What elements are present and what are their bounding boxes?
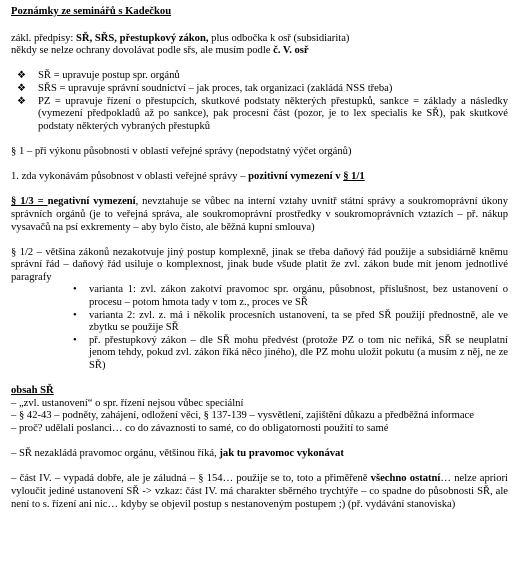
obsah-line-1: – „zvl. ustanovení“ o spr. řízení nejsou vůbec speciální xyxy=(11,397,244,409)
dot-bullet-icon: • xyxy=(73,284,77,296)
variant-list xyxy=(11,284,508,372)
section-2-bold: pozitivní vymezení v xyxy=(248,171,344,183)
list-item-text: varianta 2: zvl. z. má i několik procesních ustanovení, ta se před SŘ použijí přednostně, ale ve zbytku se použije SŘ xyxy=(89,309,508,334)
intro-bold-osr: č. V. osř xyxy=(273,45,309,57)
intro-line-1 xyxy=(11,33,508,46)
list-item-text: varianta 1: zvl. zákon zakotví pravomoc spr. orgánu, působnost, příslušnost, bez ustanovení o procesu – potom hmota tady v tom z., proces ve SŘ xyxy=(89,284,508,309)
section-2-text: 1. zda vykonávám působnost v oblasti veřejné správy – xyxy=(11,171,249,183)
section-2-ref: § 1/1 xyxy=(343,171,365,183)
list-item xyxy=(71,335,508,373)
intro-text-tail: plus odbočka k osř (subsidiarita) xyxy=(208,32,350,44)
section-6-text: – část IV. – vypadá dobře, ale je záludná – § 154… použije se to, toto a přiměřeně xyxy=(11,473,371,485)
list-item xyxy=(71,284,508,309)
diamond-bullet-icon: ❖ xyxy=(17,70,26,82)
list-item-text: př. přestupkový zákon – dle SŘ mohu předvést (protože PZ o tom nic neříká, SŘ se neuplatní jenom tehdy, pokud zvl. zákon říká něco jiného), dle PZ mohu uložit pokutu (a musím z něj, ne ze SŘ) xyxy=(89,334,508,372)
section-3-bold: negativní vymezení xyxy=(47,196,136,208)
list-item xyxy=(11,70,508,83)
dot-bullet-icon: • xyxy=(73,309,77,321)
section-4: § 1/2 – většina zákonů nezakotvuje jiný postup komplexně, jinak se třeba daňový řád použije a subsidiárně kněmu správní řád – daňový řád usiluje o komplexnost, jinak bude všude platit že zvl. zákon bude mít jenom jednotlivé paragrafy xyxy=(11,246,508,283)
obsah-line-3: – proč? udělali poslanci… co do závaznosti to samé, co do obligatornosti použití to samé xyxy=(11,423,389,434)
section-6-text-tail: … nelze apriori vyloučit jediné ustanovení SŘ -> vzkaz: část IV. má charakter sběrného trychtýře – co spadne do působnosti SŘ, ale není to s. řízení ani nic… kdyby se objevil postup s nestanoveným postupem ;) (př. vydávání stanoviska) xyxy=(11,473,508,510)
section-3 xyxy=(11,196,508,234)
section-5 xyxy=(11,448,508,461)
section-2 xyxy=(11,171,508,184)
section-6 xyxy=(11,473,508,511)
dot-bullet-icon: • xyxy=(73,334,77,346)
list-item-text: SŘ = upravuje postup spr. orgánů xyxy=(38,70,180,82)
intro-bold-laws: SŘ, SŘS, přestupkový zákon, xyxy=(76,32,209,44)
list-item xyxy=(11,83,508,96)
intro-line-2 xyxy=(11,45,508,58)
section-6-bold: všechno ostatní xyxy=(370,473,441,485)
intro-text: zákl. předpisy: xyxy=(11,32,77,44)
section-5-bold: jak tu pravomoc vykonávat xyxy=(219,448,344,460)
diamond-bullet-icon: ❖ xyxy=(17,82,26,94)
obsah-heading: obsah SŘ xyxy=(11,385,54,397)
list-item-text: PZ = upravuje řízení o přestupcích, skutkové podstaty některých přestupků, sankce = základy a následky (vymezení předpokladů až po sankce), pak procesní část (pozor, je to lex specialis ke SŘ), pak skutkové podstaty některých vybraných přestupků xyxy=(38,95,508,132)
obsah-line-2: – § 42-43 – podněty, zahájení, odložení věci, § 137-139 – vysvětlení, zajištění důkazu a předběžná informace xyxy=(11,410,474,422)
list-item xyxy=(11,96,508,134)
list-item xyxy=(71,310,508,335)
section-1: § 1 – při výkonu působnosti v oblasti veřejné správy (nepodstatný výčet orgánů) xyxy=(11,145,352,157)
page-title: Poznámky ze seminářů s Kadečkou xyxy=(11,6,172,17)
intro-text: někdy se nelze ochrany dovolávat podle sřs, ale musím podle xyxy=(11,45,274,57)
section-5-text: – SŘ nezakládá pravomoc orgánu, většinou říká, xyxy=(11,448,220,460)
law-list xyxy=(11,70,508,133)
list-item-text: SŘS = upravuje správní soudnictví – jak proces, tak organizaci (zakládá NSS třeba) xyxy=(38,82,393,94)
section-3-text: , nevztahuje se vůbec na interní vztahy uvnitř státní správy a soukromoprávní úkony správních orgánů (je to veřejná správa, ale soukromoprávní prostředky v soukromoprávních vztazích – př. nákup vysavačů na psí exkrementy – aby bylo čisto, ale běžná kupní smlouva) xyxy=(11,196,508,233)
diamond-bullet-icon: ❖ xyxy=(17,95,26,107)
section-3-ref: § 1/3 = xyxy=(11,196,48,208)
